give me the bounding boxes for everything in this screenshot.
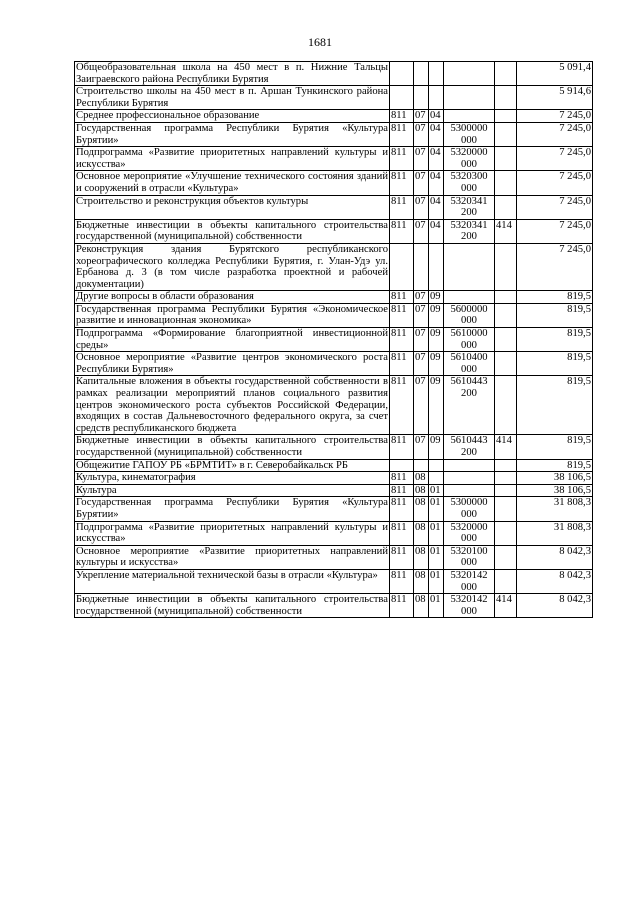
section-code-cell <box>414 459 429 472</box>
ved-code-cell: 811 <box>390 328 414 352</box>
row-name-cell: Бюджетные инвестиции в объекты капитального строительства государственной (муниципальной) собственности <box>76 219 388 243</box>
expense-type-code-cell <box>495 86 517 110</box>
row-name-cell: Укрепление материальной технической базы в отрасли «Культура» <box>75 569 390 593</box>
section-code-cell <box>414 86 429 110</box>
expense-type-code-cell <box>495 291 517 304</box>
subsection-code-cell <box>429 459 444 472</box>
expense-type-code-cell: 414 <box>495 594 517 618</box>
section-code-cell: 08 <box>414 521 429 545</box>
target-item-code-cell: 5320300 000 <box>444 171 495 195</box>
row-name-cell: Реконструкция здания Бурятского республиканского хореографического колледжа Республики Бурятия, г. Улан-Удэ ул. Ербанова д. 3 (в том числе разработка проектной и рабочей документации) <box>76 243 388 290</box>
section-code-cell: 08 <box>414 472 429 485</box>
table-row <box>75 472 593 485</box>
target-item-code-cell <box>444 86 495 110</box>
amount-cell: 8 042,3 <box>517 569 593 593</box>
amount-cell: 819,5 <box>517 459 593 472</box>
table-row <box>75 62 593 86</box>
subsection-code-cell <box>429 86 444 110</box>
expense-type-code-cell <box>495 497 517 521</box>
row-name-cell: Государственная программа Республики Бурятия «Экономическое развитие и инновационная экономика» <box>76 303 388 327</box>
amount-cell: 819,5 <box>517 291 593 304</box>
section-code-cell: 08 <box>414 484 429 497</box>
table-row <box>75 435 593 459</box>
section-code-cell <box>414 243 429 290</box>
row-name-cell: Среднее профессиональное образование <box>75 110 390 123</box>
amount-cell: 819,5 <box>517 328 593 352</box>
table-row <box>75 122 593 146</box>
amount-cell: 7 245,0 <box>517 171 593 195</box>
row-name-cell: Основное мероприятие «Развитие приоритетных направлений культуры и искусства» <box>76 545 388 569</box>
target-item-code-cell <box>444 62 495 86</box>
subsection-code-cell: 09 <box>429 376 444 435</box>
table-row <box>75 376 593 435</box>
amount-cell: 7 245,0 <box>517 195 593 219</box>
row-name-cell: Капитальные вложения в объекты государственной собственности в рамках реализации мероприятий планов социального развития центров экономического роста субъектов Российской Федерации, входящих в состав Дальневосточного федерального округа, за счет средств республиканского бюджета <box>76 376 388 434</box>
target-item-code-cell <box>444 484 495 497</box>
expense-type-code-cell <box>495 195 517 219</box>
subsection-code-cell: 04 <box>429 110 444 123</box>
table-row <box>75 328 593 352</box>
target-item-code-cell <box>444 472 495 485</box>
table-row <box>75 303 593 327</box>
amount-cell: 7 245,0 <box>517 122 593 146</box>
ved-code-cell: 811 <box>390 376 414 435</box>
ved-code-cell: 811 <box>390 484 414 497</box>
expense-type-code-cell <box>495 521 517 545</box>
row-name-cell: Государственная программа Республики Бурятия «Культура Бурятии» <box>76 497 388 520</box>
table-row <box>75 86 593 110</box>
target-item-code-cell: 5610443 200 <box>444 435 495 459</box>
ved-code-cell: 811 <box>390 352 414 376</box>
expense-type-code-cell <box>495 171 517 195</box>
amount-cell: 38 106,5 <box>517 472 593 485</box>
section-code-cell: 07 <box>414 147 429 171</box>
ved-code-cell: 811 <box>390 219 414 243</box>
expense-type-code-cell <box>495 147 517 171</box>
row-name-cell: Общежитие ГАПОУ РБ «БРМТИТ» в г. Северобайкальск РБ <box>75 459 390 472</box>
target-item-code-cell: 5320142 000 <box>444 594 495 618</box>
target-item-code-cell: 5300000 000 <box>444 122 495 146</box>
subsection-code-cell: 04 <box>429 195 444 219</box>
section-code-cell: 07 <box>414 435 429 459</box>
amount-cell: 31 808,3 <box>517 521 593 545</box>
expense-type-code-cell <box>495 328 517 352</box>
table-row <box>75 459 593 472</box>
subsection-code-cell <box>429 472 444 485</box>
subsection-code-cell: 09 <box>429 435 444 459</box>
target-item-code-cell: 5320142 000 <box>444 569 495 593</box>
section-code-cell: 07 <box>414 303 429 327</box>
amount-cell: 8 042,3 <box>517 594 593 618</box>
subsection-code-cell: 09 <box>429 352 444 376</box>
subsection-code-cell: 04 <box>429 219 444 243</box>
row-name-cell: Бюджетные инвестиции в объекты капитального строительства государственной (муниципальной) собственности <box>76 594 388 617</box>
ved-code-cell <box>390 459 414 472</box>
table-row <box>75 110 593 123</box>
ved-code-cell: 811 <box>390 195 414 219</box>
amount-cell: 31 808,3 <box>517 497 593 521</box>
target-item-code-cell: 5610000 000 <box>444 328 495 352</box>
row-name-cell: Другие вопросы в области образования <box>75 291 390 304</box>
subsection-code-cell: 09 <box>429 291 444 304</box>
expense-type-code-cell <box>495 569 517 593</box>
row-name-cell: Культура <box>75 484 390 497</box>
section-code-cell: 08 <box>414 545 429 569</box>
table-row <box>75 243 593 290</box>
subsection-code-cell: 09 <box>429 328 444 352</box>
row-name-cell: Бюджетные инвестиции в объекты капитального строительства государственной (муниципальной) собственности <box>76 435 388 458</box>
expense-type-code-cell: 414 <box>495 435 517 459</box>
ved-code-cell: 811 <box>390 171 414 195</box>
target-item-code-cell: 5320341 200 <box>444 195 495 219</box>
subsection-code-cell: 01 <box>429 545 444 569</box>
section-code-cell: 07 <box>414 219 429 243</box>
target-item-code-cell: 5610443 200 <box>444 376 495 435</box>
amount-cell: 819,5 <box>517 435 593 459</box>
expense-type-code-cell <box>495 352 517 376</box>
target-item-code-cell: 5600000 000 <box>444 303 495 327</box>
subsection-code-cell: 04 <box>429 122 444 146</box>
target-item-code-cell: 5320341 200 <box>444 219 495 243</box>
row-name-cell: Государственная программа Республики Бурятия «Культура Бурятии» <box>76 122 388 146</box>
section-code-cell <box>414 62 429 86</box>
section-code-cell: 07 <box>414 328 429 352</box>
expense-type-code-cell <box>495 110 517 123</box>
expense-type-code-cell <box>495 243 517 290</box>
table-row <box>75 195 593 219</box>
table-row <box>75 484 593 497</box>
ved-code-cell: 811 <box>390 472 414 485</box>
row-name-cell: Основное мероприятие «Улучшение технического состояния зданий и сооружений в отрасли «Культура» <box>76 171 388 194</box>
budget-table-body <box>75 62 593 618</box>
budget-table <box>74 61 593 618</box>
target-item-code-cell: 5300000 000 <box>444 497 495 521</box>
target-item-code-cell <box>444 110 495 123</box>
ved-code-cell: 811 <box>390 303 414 327</box>
ved-code-cell: 811 <box>390 545 414 569</box>
section-code-cell: 07 <box>414 291 429 304</box>
table-row <box>75 352 593 376</box>
row-name-cell: Строительство и реконструкция объектов культуры <box>75 195 390 219</box>
ved-code-cell: 811 <box>390 291 414 304</box>
subsection-code-cell: 01 <box>429 497 444 521</box>
amount-cell: 819,5 <box>517 376 593 435</box>
row-name-cell: Строительство школы на 450 мест в п. Аршан Тункинского района Республики Бурятия <box>76 86 388 109</box>
section-code-cell: 07 <box>414 122 429 146</box>
ved-code-cell <box>390 86 414 110</box>
table-row <box>75 291 593 304</box>
row-name-cell: Подпрограмма «Развитие приоритетных направлений культуры и искусства» <box>76 147 388 170</box>
subsection-code-cell: 01 <box>429 569 444 593</box>
section-code-cell: 07 <box>414 110 429 123</box>
target-item-code-cell <box>444 459 495 472</box>
subsection-code-cell: 01 <box>429 594 444 618</box>
target-item-code-cell <box>444 243 495 290</box>
amount-cell: 7 245,0 <box>517 110 593 123</box>
amount-cell: 7 245,0 <box>517 219 593 243</box>
ved-code-cell: 811 <box>390 497 414 521</box>
subsection-code-cell: 04 <box>429 171 444 195</box>
table-row <box>75 219 593 243</box>
section-code-cell: 08 <box>414 497 429 521</box>
row-name-cell: Культура, кинематография <box>75 472 390 485</box>
expense-type-code-cell <box>495 472 517 485</box>
expense-type-code-cell <box>495 122 517 146</box>
amount-cell: 7 245,0 <box>517 147 593 171</box>
expense-type-code-cell <box>495 62 517 86</box>
subsection-code-cell: 04 <box>429 147 444 171</box>
table-row <box>75 147 593 171</box>
target-item-code-cell: 5610400 000 <box>444 352 495 376</box>
ved-code-cell: 811 <box>390 122 414 146</box>
target-item-code-cell: 5320000 000 <box>444 147 495 171</box>
subsection-code-cell <box>429 243 444 290</box>
table-row <box>75 497 593 521</box>
target-item-code-cell: 5320100 000 <box>444 545 495 569</box>
ved-code-cell: 811 <box>390 594 414 618</box>
section-code-cell: 07 <box>414 171 429 195</box>
table-row <box>75 545 593 569</box>
ved-code-cell <box>390 243 414 290</box>
amount-cell: 38 106,5 <box>517 484 593 497</box>
expense-type-code-cell <box>495 484 517 497</box>
row-name-cell: Подпрограмма «Развитие приоритетных направлений культуры и искусства» <box>76 521 388 545</box>
amount-cell: 5 091,4 <box>517 62 593 86</box>
ved-code-cell: 811 <box>390 110 414 123</box>
amount-cell: 819,5 <box>517 352 593 376</box>
ved-code-cell: 811 <box>390 147 414 171</box>
expense-type-code-cell <box>495 303 517 327</box>
ved-code-cell: 811 <box>390 569 414 593</box>
subsection-code-cell: 01 <box>429 521 444 545</box>
expense-type-code-cell <box>495 459 517 472</box>
target-item-code-cell: 5320000 000 <box>444 521 495 545</box>
ved-code-cell: 811 <box>390 521 414 545</box>
amount-cell: 7 245,0 <box>517 243 593 290</box>
ved-code-cell: 811 <box>390 435 414 459</box>
table-row <box>75 594 593 618</box>
section-code-cell: 08 <box>414 594 429 618</box>
amount-cell: 5 914,6 <box>517 86 593 110</box>
row-name-cell: Общеобразовательная школа на 450 мест в п. Нижние Тальцы Заиграевского района Республики Бурятия <box>76 62 388 85</box>
row-name-cell: Подпрограмма «Формирование благоприятной инвестиционной среды» <box>76 328 388 351</box>
section-code-cell: 08 <box>414 569 429 593</box>
expense-type-code-cell: 414 <box>495 219 517 243</box>
amount-cell: 819,5 <box>517 303 593 327</box>
expense-type-code-cell <box>495 376 517 435</box>
subsection-code-cell <box>429 62 444 86</box>
target-item-code-cell <box>444 291 495 304</box>
table-row <box>75 521 593 545</box>
section-code-cell: 07 <box>414 376 429 435</box>
table-row <box>75 569 593 593</box>
subsection-code-cell: 09 <box>429 303 444 327</box>
expense-type-code-cell <box>495 545 517 569</box>
amount-cell: 8 042,3 <box>517 545 593 569</box>
subsection-code-cell: 01 <box>429 484 444 497</box>
row-name-cell: Основное мероприятие «Развитие центров экономического роста Республики Бурятия» <box>76 352 388 375</box>
table-row <box>75 171 593 195</box>
ved-code-cell <box>390 62 414 86</box>
section-code-cell: 07 <box>414 195 429 219</box>
section-code-cell: 07 <box>414 352 429 376</box>
page-number: 1681 <box>308 35 332 49</box>
